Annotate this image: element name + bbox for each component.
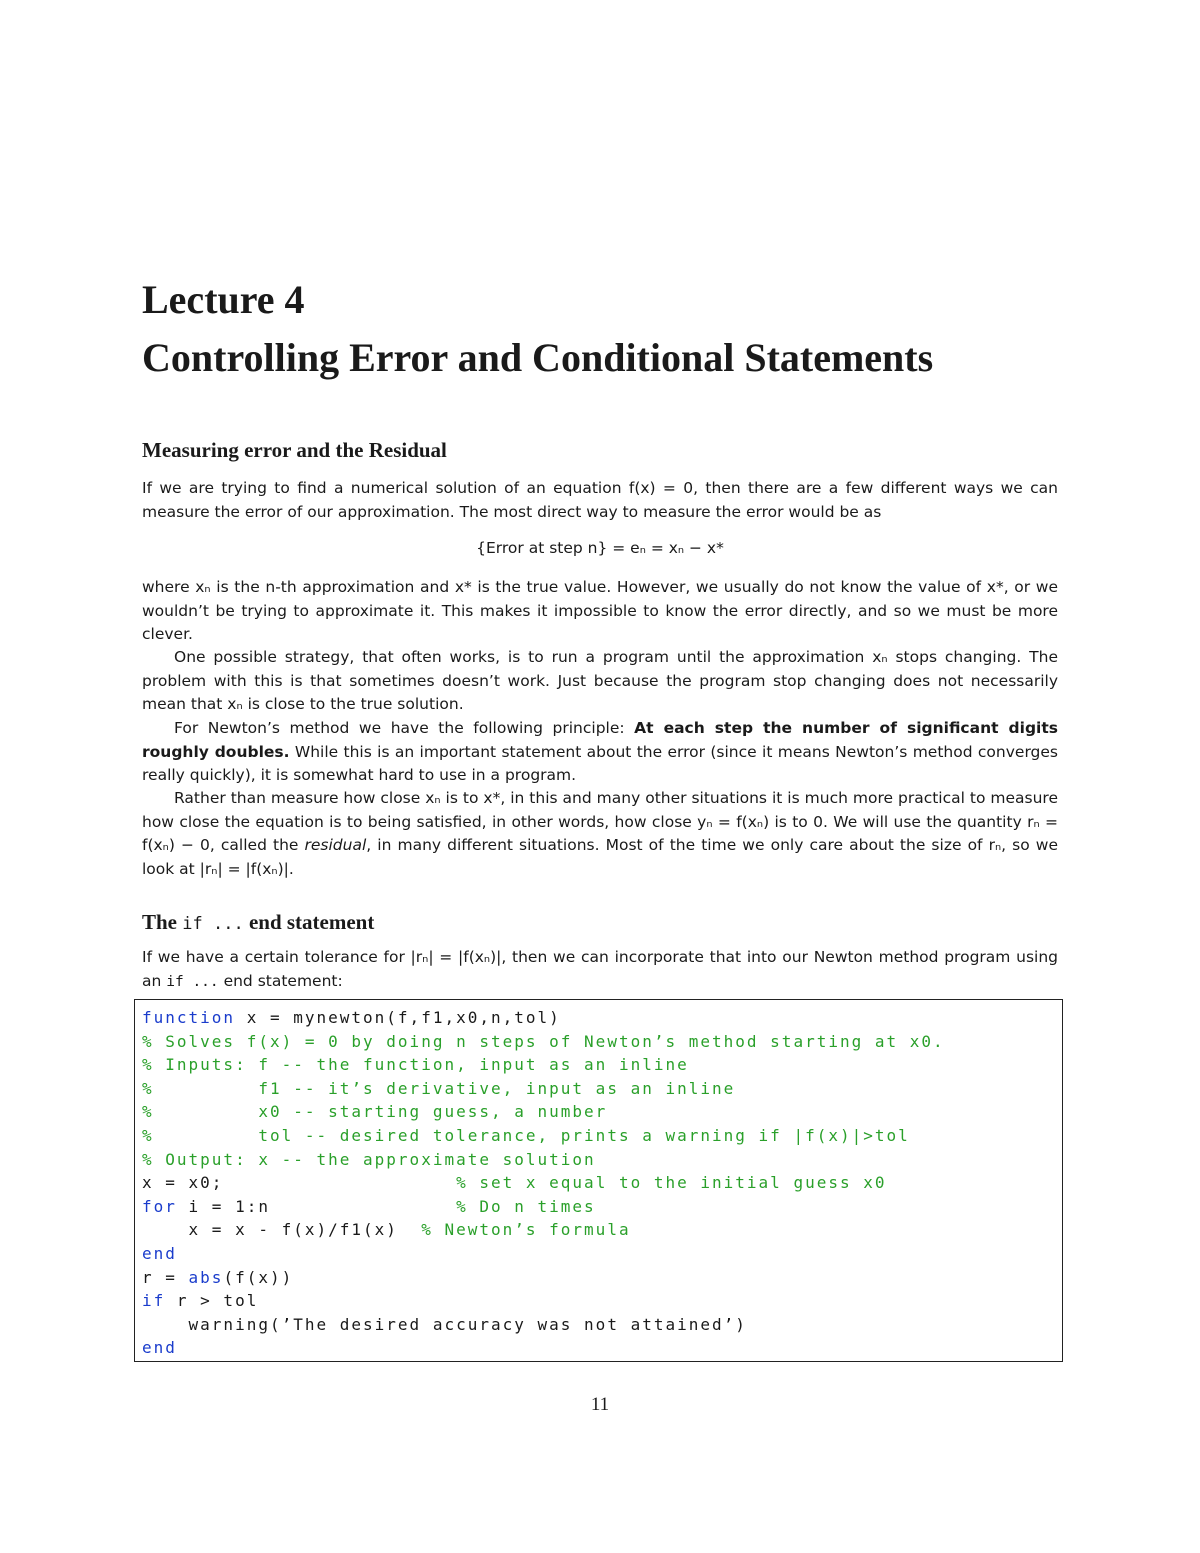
paragraph-strategy: One possible strategy, that often works, is to run a program until the approximation xₙ stops changing. The problem with this is that sometimes doesn’t work. Just because the program stop changing does not necessarily mean that xₙ is close to the true solution.	[142, 648, 1058, 713]
display-equation-error: {Error at step n} = eₙ = xₙ − x*	[476, 539, 724, 557]
paragraph-true-value: where xₙ is the n-th approximation and x* is the true value. However, we usually do not know the value of x*, or we wouldn’t be trying to approximate it. This makes it impossible to know the error directly, and so we must be more clever.	[142, 578, 1058, 643]
emphasis-residual: residual	[304, 836, 367, 854]
bold-principle: At each step the number of significant digits roughly doubles.	[142, 719, 1059, 761]
paragraph-newton-principle: For Newton’s method we have the following principle: At each step the number of significant digits roughly doubles. While this is an important statement about the error (since it means Newton’s method converges really quickly), it is somewhat hard to use in a program.	[142, 719, 1059, 784]
paragraph-intro: If we are trying to find a numerical solution of an equation f(x) = 0, then there are a few different ways we can measure the error of our approximation. The most direct way to measure the error would be as	[142, 479, 1058, 521]
chapter-title: Controlling Error and Conditional Statements	[142, 335, 934, 380]
section-heading-measuring-error: Measuring error and the Residual	[142, 438, 447, 462]
page-number: 11	[590, 1394, 610, 1415]
section-heading-if-end: The if ... end statement	[142, 910, 375, 934]
code-listing: function x = mynewton(f,f1,x0,n,tol) % Solves f(x) = 0 by doing n steps of Newton’s method starting at x0. % Inputs: f -- the function, input as an inline % f1 -- it’s derivative, input as an inline % x0 -- starting guess, a number % tol -- desired tolerance, prints a warning if |f(x)|>tol % Output: x -- the approximate solution x = x0; % set x equal to the initial guess x0 for i = 1:n % Do n times x = x - f(x)/f1(x) % Newton’s formula end r = abs(f(x)) if r > tol warning(’The desired accuracy was not attained’) end	[142, 1008, 945, 1358]
paragraph-tolerance: If we have a certain tolerance for |rₙ| = |f(xₙ)|, then we can incorporate that into our Newton method program using an if ... end statement:	[142, 948, 1058, 990]
paragraph-residual: Rather than measure how close xₙ is to x*, in this and many other situations it is much more practical to measure how close the equation is to being satisfied, in other words, how close yₙ = f(xₙ) is to 0. We will use the quantity rₙ = f(xₙ) − 0, called the residual, in many different situations. Most of the time we only care about the size of rₙ, so we look at |rₙ| = |f(xₙ)|.	[142, 789, 1058, 878]
chapter-number: Lecture 4	[142, 277, 305, 322]
